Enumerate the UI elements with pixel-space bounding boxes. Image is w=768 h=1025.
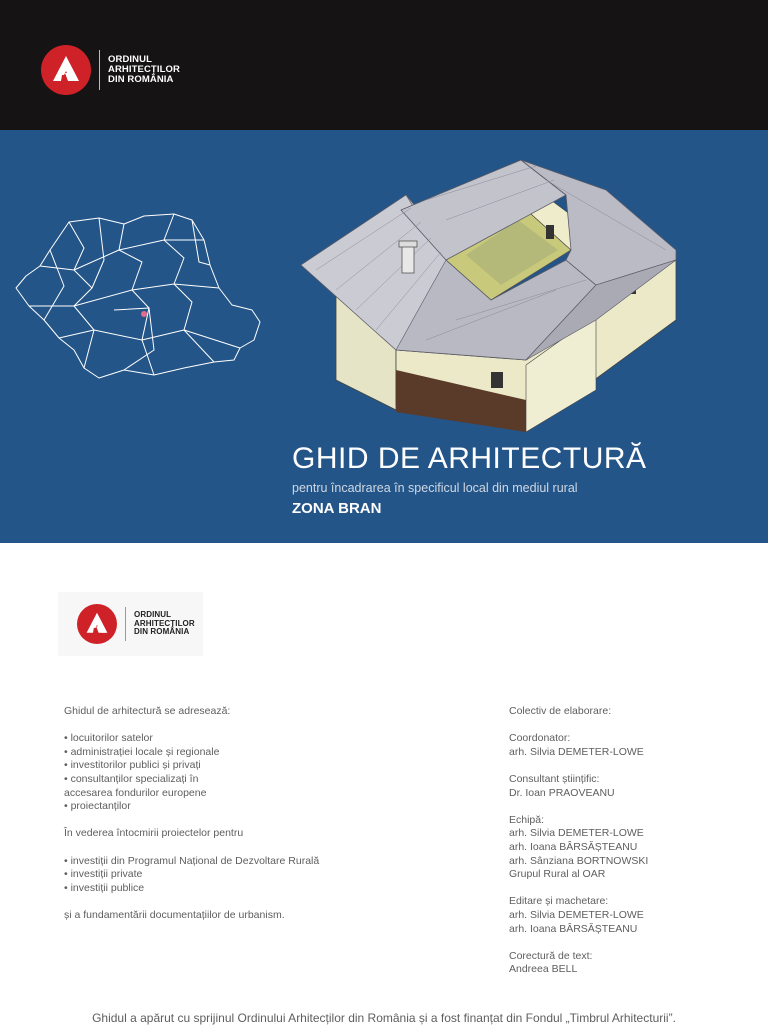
list-item: • investitorilor publici și privați <box>64 759 201 772</box>
coordinator-name: arh. Silvia DEMETER-LOWE <box>509 745 644 758</box>
oar-emblem-icon <box>41 45 91 95</box>
oar-logo-secondary <box>58 592 203 656</box>
credits-heading: Colectiv de elaborare: <box>509 705 612 717</box>
org-name <box>108 55 180 85</box>
list-item: accesarea fondurilor europene <box>64 786 207 799</box>
traditional-house-illustration <box>296 150 686 435</box>
org-name-line: DIN ROMÂNIA <box>108 74 174 85</box>
proofreading-label: Corectură de text: <box>509 949 593 962</box>
list-item: • consultanților specializați în <box>64 772 199 785</box>
cover-title: GHID DE ARHITECTURĂ <box>292 442 647 475</box>
list-item: • administrației locale și regionale <box>64 745 220 758</box>
consultant-name: Dr. Ioan PRAOVEANU <box>509 786 615 799</box>
audience-intro: Ghidul de arhitectură se adresează: <box>64 705 231 717</box>
oar-logo <box>41 45 180 95</box>
logo-divider <box>125 607 126 641</box>
credits-section <box>509 705 739 990</box>
funding-note: Ghidul a apărut cu sprijinul Ordinului Arhitecților din România și a fost finanțat din Fondul „Timbrul Arhitecturii”. <box>92 1011 676 1025</box>
team-member: Grupul Rural al OAR <box>509 868 606 881</box>
romania-map-illustration <box>14 210 264 385</box>
list-item: • proiectanților <box>64 800 131 813</box>
consultant-label: Consultant științific: <box>509 772 600 785</box>
team-member: arh. Ioana BÂRSĂȘTEANU <box>509 840 638 853</box>
team-label: Echipă: <box>509 813 545 826</box>
org-name-line: DIN ROMÂNIA <box>134 627 190 637</box>
editing-label: Editare și machetare: <box>509 895 609 908</box>
list-item: • investiții private <box>64 868 143 881</box>
org-name-line: ORDINUL <box>108 54 152 65</box>
list-item: • investiții publice <box>64 881 145 894</box>
editor-name: arh. Silvia DEMETER-LOWE <box>509 908 644 921</box>
audience-list <box>64 732 364 814</box>
oar-emblem-icon <box>77 604 117 644</box>
audience-section <box>64 705 364 936</box>
org-name-line: ORDINUL <box>134 610 172 620</box>
editor-name: arh. Ioana BÂRSĂȘTEANU <box>509 922 638 935</box>
closing-text: și a fundamentării documentațiilor de urbanism. <box>64 908 285 921</box>
team-member: arh. Silvia DEMETER-LOWE <box>509 827 644 840</box>
investments-list <box>64 855 364 896</box>
proofreader-name: Andreea BELL <box>509 963 578 976</box>
logo-divider <box>99 50 100 90</box>
coordinator-label: Coordonator: <box>509 732 571 745</box>
org-name-line: ARHITECȚILOR <box>108 64 180 75</box>
list-item: • locuitorilor satelor <box>64 732 153 745</box>
org-name <box>134 611 195 637</box>
bran-location-marker <box>141 311 147 317</box>
org-name-line: ARHITECȚILOR <box>134 618 195 628</box>
cover-subtitle: pentru încadrarea în specificul local din mediul rural <box>292 481 578 495</box>
purpose-text: În vederea întocmirii proiectelor pentru <box>64 827 244 840</box>
list-item: • investiții din Programul Național de Dezvoltare Rurală <box>64 854 320 867</box>
team-member: arh. Sânziana BORTNOWSKI <box>509 854 649 867</box>
cover-zone: ZONA BRAN <box>292 500 382 517</box>
